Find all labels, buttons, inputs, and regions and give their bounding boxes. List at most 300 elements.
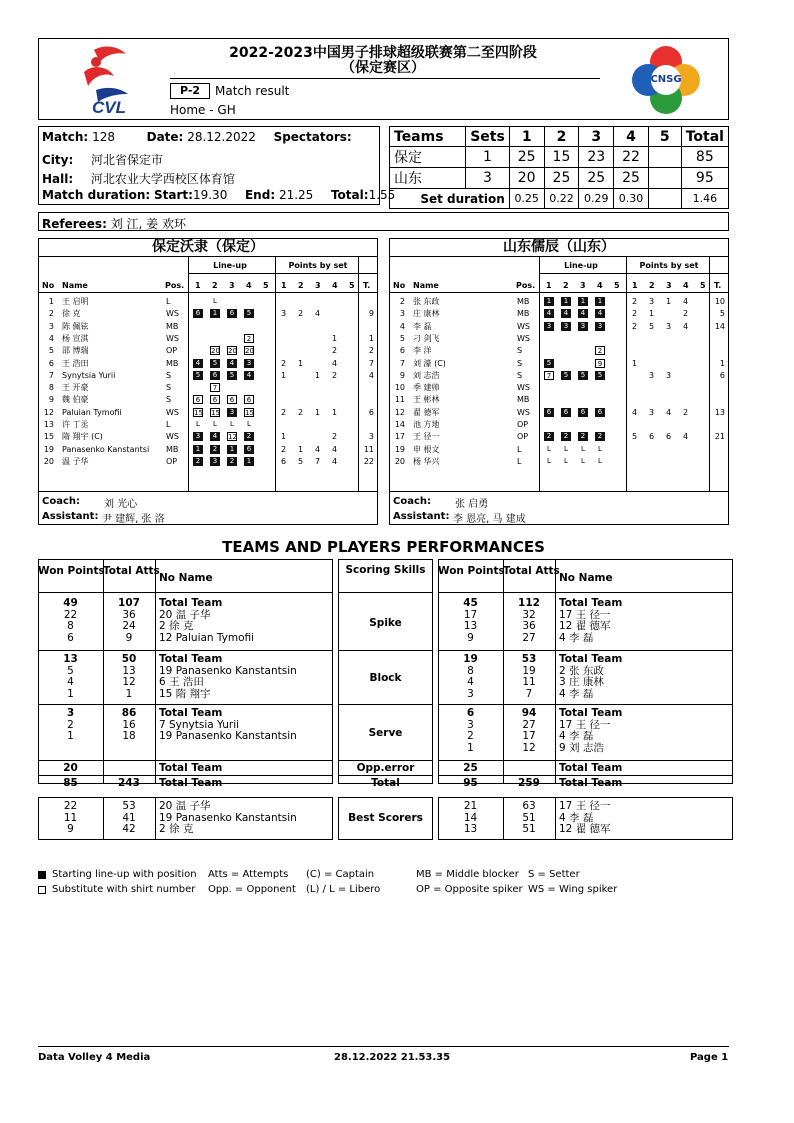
team-name: 山东儒辰（山东） xyxy=(503,239,615,255)
player-no: 12 xyxy=(43,407,54,417)
player-pos: OP xyxy=(517,420,529,429)
perf-noname: 20 温 子华 xyxy=(159,608,211,621)
referees-label: Referees: xyxy=(42,217,107,231)
lineup-cell: L xyxy=(547,444,551,453)
player-pos: MB xyxy=(517,297,530,306)
lineup-cell: 3 xyxy=(244,359,254,368)
player-name: 杨 宣淇 xyxy=(62,333,89,343)
lineup-cell: 15 xyxy=(245,408,254,417)
player-no: 20 xyxy=(394,456,405,466)
perf-row-divider xyxy=(338,704,433,705)
points-cell: 2 xyxy=(332,346,338,356)
perf-won: 19 xyxy=(463,653,478,665)
perf-header-atts: Total Atts xyxy=(503,565,560,577)
col-lineup-set: 2 xyxy=(563,281,569,290)
perf-won: 6 xyxy=(466,707,475,719)
lineup-cell: 6 xyxy=(544,408,554,417)
player-pos: OP xyxy=(166,456,178,466)
legend-op: OP = Opposite spiker xyxy=(416,884,523,895)
lineup-cell: L xyxy=(230,420,234,428)
lineup-cell: 6 xyxy=(578,408,588,417)
date-label: Date: xyxy=(146,130,184,144)
perf-noname: 19 Panasenko Kanstantsin xyxy=(159,664,297,677)
player-total: 1 xyxy=(368,333,374,343)
player-no: 6 xyxy=(48,358,54,368)
points-cell: 2 xyxy=(298,407,304,417)
lineup-cell: 15 xyxy=(194,408,203,417)
perf-skill-label: Block xyxy=(369,671,402,684)
perf-atts: 107 xyxy=(118,597,140,609)
col-no: No xyxy=(393,281,406,290)
lineup-cell: 3 xyxy=(210,457,220,466)
player-pos: S xyxy=(166,370,172,380)
legend-atts: Atts = Attempts xyxy=(208,869,289,880)
player-no: 9 xyxy=(399,370,405,380)
player-name: 季 建帅 xyxy=(413,383,440,393)
perf-noname: 4 李 磊 xyxy=(559,631,594,644)
lineup-cell: 5 xyxy=(595,371,605,380)
score-header-total: Total xyxy=(681,127,728,147)
player-pos: L xyxy=(517,444,522,454)
points-cell: 2 xyxy=(632,309,638,319)
player-name: 王 浩田 xyxy=(62,358,89,368)
lineup-cell: 1 xyxy=(578,297,588,306)
perf-row-divider xyxy=(438,760,733,761)
player-pos: MB xyxy=(166,444,179,454)
footer-rule xyxy=(38,1046,729,1047)
col-lineup-set: 3 xyxy=(229,281,235,290)
points-cell: 2 xyxy=(332,432,338,442)
assistant-name: 李 恩亮, 马 建成 xyxy=(453,514,526,525)
perf-noname: 2 徐 克 xyxy=(159,620,194,632)
player-no: 1 xyxy=(48,297,54,306)
perf-atts: 112 xyxy=(518,597,540,609)
best-won: 9 xyxy=(67,823,74,835)
perf-atts: 7 xyxy=(525,687,533,700)
referees-names: 刘 江, 姜 欢环 xyxy=(110,217,186,231)
perf-atts: 11 xyxy=(522,676,536,688)
points-cell: 2 xyxy=(281,444,287,454)
points-cell: 4 xyxy=(683,297,689,306)
lineup-cell: L xyxy=(196,420,200,428)
perf-won: 5 xyxy=(67,664,74,677)
lineup-cell: 2 xyxy=(544,432,554,441)
player-name: 温 子华 xyxy=(62,456,89,466)
best-noname: 4 李 磊 xyxy=(559,811,594,824)
player-no: 2 xyxy=(399,297,405,306)
lineup-cell: 3 xyxy=(544,322,554,331)
perf-row-divider xyxy=(38,775,333,776)
lineup-cell: 4 xyxy=(578,309,588,318)
score-set: 22 xyxy=(614,147,649,168)
perf-won: 3 xyxy=(467,687,474,700)
points-cell: 5 xyxy=(298,456,304,466)
player-total: 10 xyxy=(714,297,725,306)
perf-atts: 259 xyxy=(518,777,540,789)
perf-row-divider xyxy=(438,592,733,593)
lineup-cell: 4 xyxy=(193,359,203,368)
set-duration: 0.22 xyxy=(544,189,579,209)
player-no: 4 xyxy=(48,333,54,343)
spectators-label: Spectators: xyxy=(273,130,352,144)
player-pos: OP xyxy=(166,346,178,356)
perf-won: 3 xyxy=(467,718,474,731)
total-label: Total: xyxy=(330,188,369,202)
perf-won: 8 xyxy=(67,620,74,632)
player-pos: L xyxy=(166,297,171,306)
perf-noname: Total Team xyxy=(559,777,623,789)
points-cell: 1 xyxy=(298,358,304,368)
player-total: 6 xyxy=(719,370,725,380)
perf-atts: 13 xyxy=(122,664,136,677)
perf-noname: 4 李 磊 xyxy=(559,730,594,742)
player-no: 5 xyxy=(48,346,54,356)
perf-row-divider xyxy=(38,704,333,705)
points-cell: 1 xyxy=(666,297,672,306)
col-points-set: 2 xyxy=(298,281,304,290)
perf-atts: 9 xyxy=(125,631,133,644)
col-lineup-set: 2 xyxy=(212,281,218,290)
player-total: 5 xyxy=(719,309,725,319)
lineup-cell: 6 xyxy=(210,371,220,380)
perf-atts: 16 xyxy=(122,718,136,731)
perf-row-divider xyxy=(338,650,433,651)
player-no: 10 xyxy=(394,383,405,393)
player-no: 2 xyxy=(48,309,54,319)
col-lineup-set: 1 xyxy=(546,281,552,290)
score-header-sets: Sets xyxy=(466,127,510,147)
perf-won: 2 xyxy=(467,730,474,742)
perf-header-won: Won Points xyxy=(38,565,105,577)
perf-noname: 17 王 径一 xyxy=(559,608,611,621)
points-cell: 2 xyxy=(281,358,287,368)
lineup-cell: 6 xyxy=(210,395,220,404)
footer-right: Page 1 xyxy=(690,1052,729,1063)
legend-s: S = Setter xyxy=(528,869,580,880)
points-cell: 4 xyxy=(683,321,689,331)
title-line2: （保定赛区） xyxy=(341,60,425,76)
best-noname: 19 Panasenko Kanstantsin xyxy=(159,811,297,824)
player-pos: L xyxy=(517,456,522,466)
player-name: Paluian Tymofii xyxy=(62,407,122,417)
best-won: 11 xyxy=(63,811,78,824)
player-pos: WS xyxy=(517,407,530,417)
best-noname: 20 温 子华 xyxy=(159,800,211,812)
perf-won: 20 xyxy=(63,762,78,774)
set-duration-total: 1.46 xyxy=(681,189,728,209)
perf-won: 13 xyxy=(463,620,478,632)
score-set: 15 xyxy=(544,147,579,168)
points-cell: 4 xyxy=(683,432,689,442)
perf-noname: Total Team xyxy=(559,762,623,774)
player-no: 8 xyxy=(48,383,54,393)
perf-col-divider xyxy=(155,797,156,840)
footer-left: Data Volley 4 Media xyxy=(38,1052,151,1063)
total-value: 1.55 xyxy=(368,188,396,202)
col-points-set: 5 xyxy=(700,281,706,290)
player-name: 张 东政 xyxy=(413,297,440,306)
assistant-label: Assistant: xyxy=(393,511,450,522)
lineup-cell: 2 xyxy=(561,432,571,441)
player-name: 王 开豪 xyxy=(62,383,89,393)
points-cell: 4 xyxy=(332,358,338,368)
perf-noname: 9 刘 志浩 xyxy=(559,741,604,754)
perf-won: 17 xyxy=(463,608,478,621)
perf-atts: 32 xyxy=(522,608,536,621)
perf-noname: 19 Panasenko Kanstantsin xyxy=(159,730,297,742)
legend-sub: Substitute with shirt number xyxy=(52,884,196,895)
lineup-cell: 6 xyxy=(227,309,237,318)
col-lineup-set: 4 xyxy=(246,281,252,290)
player-name: 邵 博瑞 xyxy=(62,346,89,356)
player-no: 20 xyxy=(43,456,54,466)
perf-row-divider xyxy=(38,650,333,651)
best-noname: 12 翟 德军 xyxy=(559,823,611,835)
lineup-cell: 3 xyxy=(578,322,588,331)
perf-won: 9 xyxy=(467,631,474,644)
lineup-cell: 1 xyxy=(561,297,571,306)
best-atts: 42 xyxy=(122,823,136,835)
lineup-cell: 2 xyxy=(595,346,605,355)
points-cell: 4 xyxy=(332,444,338,454)
player-pos: MB xyxy=(517,395,530,405)
col-total: T. xyxy=(363,281,371,290)
cvl-logo-text: CVL xyxy=(92,98,126,117)
points-cell: 3 xyxy=(649,370,655,380)
col-points-set: 3 xyxy=(666,281,672,290)
player-pos: WS xyxy=(517,383,530,393)
perf-won: 85 xyxy=(63,777,78,789)
player-name: 刁 剑飞 xyxy=(413,333,440,343)
set-duration: 0.25 xyxy=(509,189,544,209)
points-cell: 1 xyxy=(649,309,655,319)
legend-dark-square-icon xyxy=(38,871,46,879)
points-cell: 2 xyxy=(281,407,287,417)
lineup-cell: 20 xyxy=(228,347,237,356)
lineup-cell: 6 xyxy=(595,408,605,417)
player-name: 刘 濠 (C) xyxy=(413,358,446,368)
perf-won: 45 xyxy=(463,597,478,609)
player-pos: S xyxy=(166,395,172,405)
points-cell: 2 xyxy=(632,321,638,331)
best-scorers-label: Best Scorers xyxy=(348,812,423,824)
hall-label: Hall: xyxy=(42,172,74,186)
lineup-cell: 20 xyxy=(245,347,254,356)
points-cell: 4 xyxy=(632,407,638,417)
player-pos: OP xyxy=(517,432,529,442)
player-no: 3 xyxy=(399,309,405,319)
col-name: Name xyxy=(413,281,439,290)
best-atts: 51 xyxy=(522,823,536,835)
player-total: 14 xyxy=(714,321,725,331)
points-cell: 2 xyxy=(683,309,689,319)
coach-label: Coach: xyxy=(393,496,432,507)
player-total: 9 xyxy=(368,309,374,319)
points-cell: 1 xyxy=(332,333,338,343)
score-header-set3: 3 xyxy=(579,127,614,147)
points-cell: 1 xyxy=(332,407,338,417)
perf-row-divider xyxy=(38,760,333,761)
perf-atts: 27 xyxy=(522,718,536,731)
player-no: 6 xyxy=(399,346,405,356)
score-header-set4: 4 xyxy=(614,127,649,147)
score-header-set5: 5 xyxy=(648,127,681,147)
perf-won: 4 xyxy=(467,676,474,688)
perf-won: 95 xyxy=(463,777,478,789)
lineup-cell: 6 xyxy=(244,445,254,454)
points-cell: 1 xyxy=(315,370,321,380)
lineup-cell: 9 xyxy=(595,359,605,368)
best-won: 21 xyxy=(463,800,478,812)
player-name: Synytsia Yurii xyxy=(62,370,116,380)
perf-row-divider xyxy=(438,775,733,776)
lineup-cell: 12 xyxy=(228,433,237,442)
perf-noname: Total Team xyxy=(159,707,223,719)
perf-atts: 1 xyxy=(125,687,133,700)
col-total: T. xyxy=(714,281,722,290)
perf-noname: Total Team xyxy=(559,707,623,719)
lineup-cell: 1 xyxy=(210,309,220,318)
player-total: 22 xyxy=(363,456,374,466)
perf-noname: Total Team xyxy=(159,777,223,789)
perf-noname: Total Team xyxy=(159,762,223,774)
lineup-cell: 2 xyxy=(193,457,203,466)
lineup-header: Line-up xyxy=(564,261,598,270)
perf-atts: 94 xyxy=(521,707,537,719)
perf-won: 25 xyxy=(463,762,478,774)
coach-name: 张 启勇 xyxy=(455,499,489,510)
player-pos: L xyxy=(166,420,171,429)
assistant-name: 尹 建辉, 张 洛 xyxy=(102,514,165,525)
points-cell: 6 xyxy=(649,432,655,442)
perf-row-divider xyxy=(338,592,433,593)
perf-noname: 12 翟 德军 xyxy=(559,620,611,632)
perf-skill-label: Spike xyxy=(369,616,402,629)
score-set: 25 xyxy=(544,168,579,189)
footer-center: 28.12.2022 21.53.35 xyxy=(334,1052,451,1063)
player-pos: WS xyxy=(166,333,179,343)
lineup-header: Line-up xyxy=(213,261,247,270)
perf-won: 1 xyxy=(67,730,74,742)
player-name: 刘 志浩 xyxy=(413,370,440,380)
lineup-cell: 7 xyxy=(544,371,554,380)
player-no: 3 xyxy=(48,321,54,331)
player-total: 6 xyxy=(368,407,374,417)
lineup-cell: 2 xyxy=(244,334,254,343)
perf-won: 4 xyxy=(67,676,74,688)
city-label: City: xyxy=(42,153,74,167)
col-points-set: 5 xyxy=(349,281,355,290)
best-atts: 41 xyxy=(122,811,136,824)
perf-won: 13 xyxy=(63,653,78,665)
col-name: Name xyxy=(62,281,88,290)
lineup-cell: 1 xyxy=(544,297,554,306)
perf-atts: 18 xyxy=(122,730,136,742)
player-name: 许 丁丞 xyxy=(62,420,89,429)
col-points-set: 4 xyxy=(683,281,689,290)
duration-label: Match duration: xyxy=(42,188,151,202)
points-header: Points by set xyxy=(639,261,699,270)
perf-noname: 4 李 磊 xyxy=(559,687,594,700)
player-no: 12 xyxy=(394,407,405,417)
start-value: 19.30 xyxy=(192,188,228,202)
perf-skill-label: Total xyxy=(371,777,400,789)
player-pos: S xyxy=(166,383,172,393)
points-cell: 3 xyxy=(649,297,655,306)
points-cell: 3 xyxy=(649,407,655,417)
legend-mb: MB = Middle blocker xyxy=(416,869,519,880)
city-value: 河北省保定市 xyxy=(90,153,163,167)
team-name: 保定沃隶（保定） xyxy=(152,239,264,255)
perf-atts: 36 xyxy=(522,620,536,632)
title-line1: 2022-2023中国男子排球超级联赛第二至四阶段 xyxy=(229,45,537,61)
lineup-cell: 4 xyxy=(595,309,605,318)
points-cell: 4 xyxy=(666,407,672,417)
col-points-set: 1 xyxy=(632,281,638,290)
lineup-cell: L xyxy=(598,444,602,453)
perf-header-atts: Total Atts xyxy=(103,565,160,577)
player-name: 陈 佩铉 xyxy=(62,321,89,331)
perf-row-divider xyxy=(438,650,733,651)
player-pos: WS xyxy=(166,407,179,417)
player-total: 7 xyxy=(368,358,374,368)
lineup-cell: 4 xyxy=(244,371,254,380)
best-won: 22 xyxy=(63,800,78,812)
score-header-teams: Teams xyxy=(390,127,466,147)
lineup-cell: 4 xyxy=(227,359,237,368)
score-set: 25 xyxy=(579,168,614,189)
player-total: 2 xyxy=(368,346,374,356)
perf-noname: 3 庄 康林 xyxy=(559,676,604,688)
player-name: 王 径一 xyxy=(413,432,440,442)
lineup-cell: L xyxy=(564,444,568,453)
report-name: Match result xyxy=(215,84,290,98)
lineup-cell: 5 xyxy=(244,309,254,318)
col-lineup-set: 5 xyxy=(263,281,269,290)
player-pos: MB xyxy=(517,309,530,319)
end-label: End: xyxy=(244,188,276,202)
best-atts: 51 xyxy=(522,811,536,824)
score-set: 25 xyxy=(614,168,649,189)
col-lineup-set: 3 xyxy=(580,281,586,290)
points-cell: 5 xyxy=(632,432,638,442)
lineup-cell: L xyxy=(581,444,585,453)
assistant-label: Assistant: xyxy=(42,511,99,522)
perf-won: 6 xyxy=(67,631,74,644)
points-cell: 5 xyxy=(649,321,655,331)
lineup-cell: L xyxy=(213,420,217,428)
lineup-cell: 4 xyxy=(544,309,554,318)
perf-header-noname: No Name xyxy=(559,572,613,584)
player-pos: WS xyxy=(166,309,179,319)
score-header-set2: 2 xyxy=(544,127,579,147)
perf-won: 2 xyxy=(67,718,74,731)
lineup-cell: 6 xyxy=(193,395,203,404)
player-name: 王 启明 xyxy=(62,297,89,306)
best-noname: 2 徐 克 xyxy=(159,823,194,835)
points-header: Points by set xyxy=(288,261,348,270)
points-cell: 3 xyxy=(281,309,287,319)
report-code: P-2 xyxy=(170,83,210,99)
player-pos: S xyxy=(517,346,523,356)
player-no: 19 xyxy=(43,444,54,454)
cnsg-logo-text: CNSG xyxy=(650,74,682,85)
player-no: 13 xyxy=(43,420,54,429)
lineup-cell: L xyxy=(213,297,217,305)
player-name: 翟 德军 xyxy=(413,407,440,417)
points-cell: 7 xyxy=(315,456,321,466)
player-pos: WS xyxy=(517,333,530,343)
